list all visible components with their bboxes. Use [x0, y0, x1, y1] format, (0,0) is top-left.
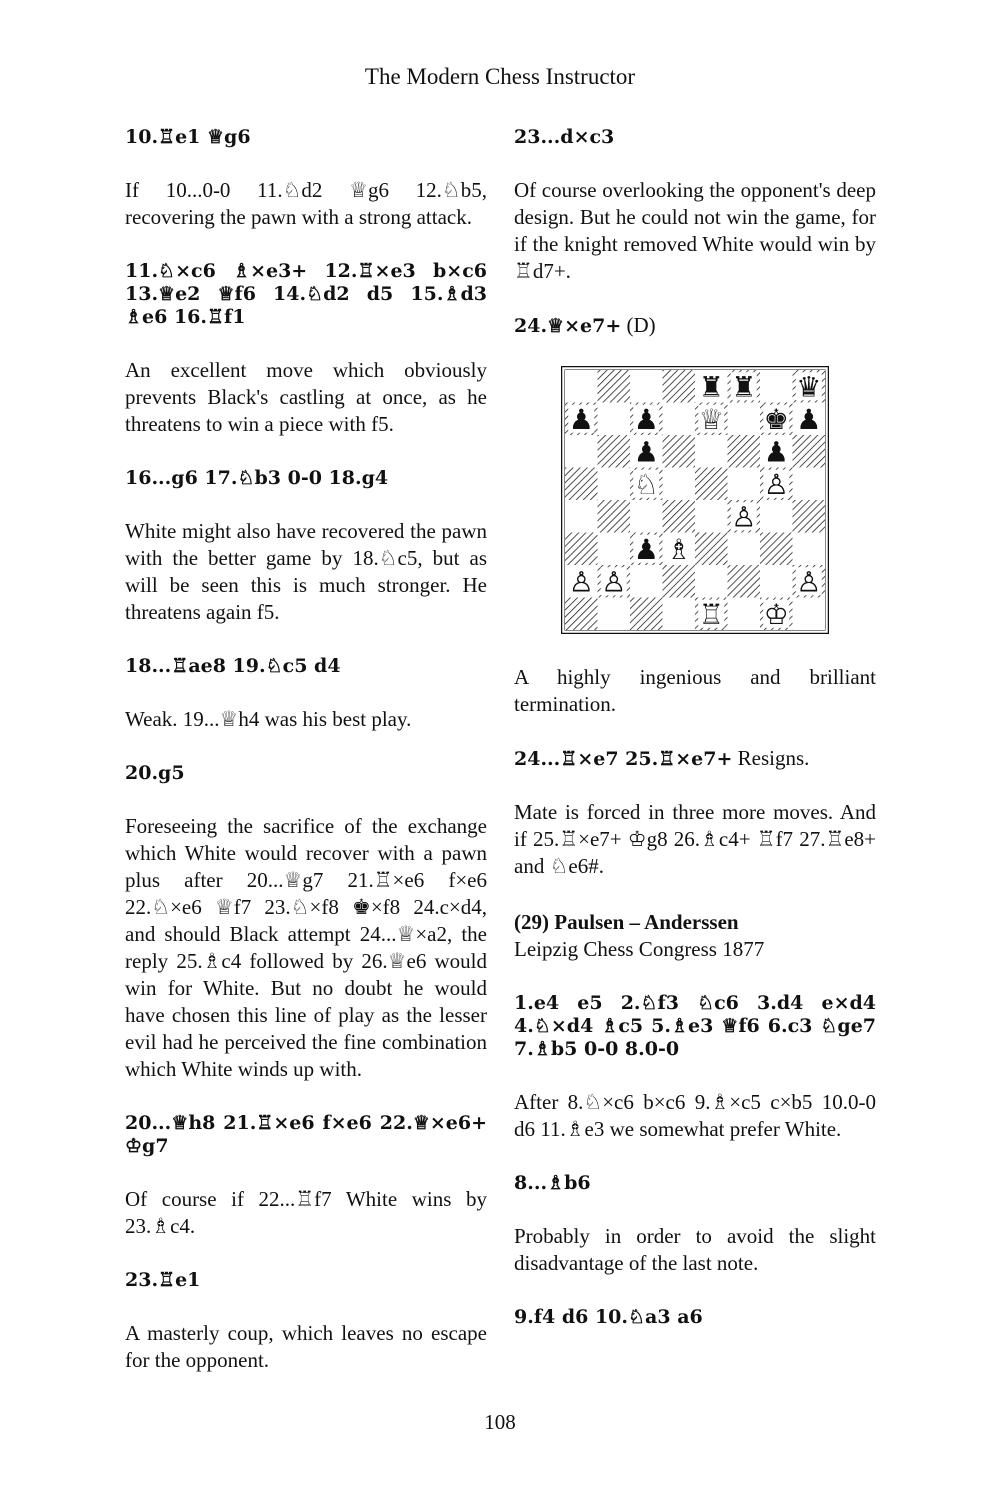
annotation: Foreseeing the sacrifice of the exchange which White would recover with a pawn plus after 20...♕g7 21.♖×e6 f×e6 22.♘×e6 ♕f7 23.♘×f8 ♚×f8 24.c×d4, and should Black attempt 24...♕×a2, the reply 25.♗c4 followed by 26.♕e6 would win for White. But no doubt he would have chosen this line of play as the lesser evil had he perceived the fine combination which White winds up with. [125, 814, 487, 1081]
move-line: 1.e4 e5 2.♘f3 ♘c6 3.d4 e×d4 4.♘×d4 ♗c5 5.♗e3 ♕f6 6.c3 ♘ge7 7.♗b5 0-0 8.0-0 [514, 992, 876, 1060]
square-a1 [565, 598, 598, 631]
square-f5 [728, 468, 761, 501]
square-a4 [565, 500, 598, 533]
square-d5 [663, 468, 696, 501]
black-piece-h7: ♟ [796, 402, 822, 436]
white-piece-g5: ♙ [763, 467, 789, 501]
square-h5 [793, 468, 826, 501]
move-line: 8...♗b6 [514, 1172, 591, 1194]
square-d8 [663, 370, 696, 403]
white-piece-a2: ♙ [568, 565, 594, 599]
white-piece-e1: ♖ [698, 597, 724, 631]
move-text: 24...♖×e7 25.♖×e7+ [514, 748, 733, 770]
move-line: 20...♕h8 21.♖×e6 f×e6 22.♕×e6+ ♔g7 [125, 1112, 487, 1157]
square-c4 [630, 500, 663, 533]
square-f3 [728, 533, 761, 566]
square-f2 [728, 565, 761, 598]
square-d6 [663, 435, 696, 468]
square-f6 [728, 435, 761, 468]
annotation: Of course overlooking the opponent's deep design. But he could not win the game, for if the knight removed White would win by ♖d7+. [514, 178, 876, 283]
square-f1 [728, 598, 761, 631]
right-column [514, 126, 876, 1357]
game-header [514, 909, 876, 963]
annotation: Weak. 19...♕h4 was his best play. [125, 707, 412, 731]
black-piece-a7: ♟ [568, 402, 594, 436]
square-d2 [663, 565, 696, 598]
square-a8 [565, 370, 598, 403]
white-piece-e7: ♕ [698, 402, 724, 436]
black-piece-e8: ♜ [698, 370, 724, 404]
annotation: Of course if 22...♖f7 White wins by 23.♗c4. [125, 1187, 487, 1238]
square-c1 [630, 598, 663, 631]
move-line: 18...♖ae8 19.♘c5 d4 [125, 655, 341, 677]
chess-diagram [514, 366, 876, 634]
annotation: If 10...0-0 11.♘d2 ♕g6 12.♘b5, recovering the pawn with a strong attack. [125, 178, 487, 229]
white-piece-f4: ♙ [731, 500, 757, 534]
square-a3 [565, 533, 598, 566]
square-b1 [598, 598, 631, 631]
move-line: 9.f4 d6 10.♘a3 a6 [514, 1306, 703, 1328]
square-h1 [793, 598, 826, 631]
annotation: A masterly coup, which leaves no escape for the opponent. [125, 1321, 487, 1372]
square-e6 [695, 435, 728, 468]
annotation: After 8.♘×c6 b×c6 9.♗×c5 c×b5 10.0-0 d6 11.♗e3 we somewhat prefer White. [514, 1090, 876, 1141]
square-c2 [630, 565, 663, 598]
black-piece-c6: ♟ [633, 435, 659, 469]
black-piece-c3: ♟ [633, 532, 659, 566]
square-b7 [598, 403, 631, 436]
square-b6 [598, 435, 631, 468]
square-b8 [598, 370, 631, 403]
game-players: (29) Paulsen – Anderssen [514, 910, 739, 934]
move-line: 23.♖e1 [125, 1269, 201, 1291]
black-piece-f8: ♜ [731, 370, 757, 404]
diagram-marker: (D) [621, 313, 656, 337]
result-text: Resigns. [732, 746, 810, 770]
move-line [514, 314, 876, 338]
annotation: Mate is forced in three more moves. And if 25.♖×e7+ ♔g8 26.♗c4+ ♖f7 27.♖e8+ and ♘e6#. [514, 800, 876, 878]
square-g2 [760, 565, 793, 598]
black-piece-c7: ♟ [633, 402, 659, 436]
square-e3 [695, 533, 728, 566]
move-line: 16...g6 17.♘b3 0-0 18.g4 [125, 467, 389, 489]
move-text: 24.♕×e7+ [514, 315, 622, 337]
annotation: Probably in order to avoid the slight disadvantage of the last note. [514, 1224, 876, 1275]
square-f7 [728, 403, 761, 436]
page-title: The Modern Chess Instructor [364, 64, 636, 89]
square-a6 [565, 435, 598, 468]
left-column [125, 126, 487, 1403]
white-piece-b2: ♙ [601, 565, 627, 599]
move-line: 11.♘×c6 ♗×e3+ 12.♖×e3 b×c6 13.♕e2 ♕f6 14.♘d2 d5 15.♗d3 ♗e6 16.♖f1 [125, 260, 487, 328]
white-piece-c5: ♘ [633, 467, 659, 501]
black-piece-g6: ♟ [763, 435, 789, 469]
square-g3 [760, 533, 793, 566]
square-d1 [663, 598, 696, 631]
square-h4 [793, 500, 826, 533]
square-g8 [760, 370, 793, 403]
square-h3 [793, 533, 826, 566]
square-e5 [695, 468, 728, 501]
square-a5 [565, 468, 598, 501]
square-e4 [695, 500, 728, 533]
move-line [514, 747, 876, 771]
square-e2 [695, 565, 728, 598]
square-g4 [760, 500, 793, 533]
square-b3 [598, 533, 631, 566]
black-piece-h8: ♛ [796, 370, 822, 404]
annotation: An excellent move which obviously prevents Black's castling at once, as he threatens to win a piece with f5. [125, 358, 487, 436]
square-b4 [598, 500, 631, 533]
move-line: 10.♖e1 ♕g6 [125, 126, 251, 148]
chess-board [561, 366, 829, 634]
annotation: White might also have recovered the pawn with the better game by 18.♘c5, but as will be seen this is much stronger. He threatens again f5. [125, 519, 487, 624]
white-piece-h2: ♙ [796, 565, 822, 599]
square-d7 [663, 403, 696, 436]
annotation: A highly ingenious and brilliant termination. [514, 665, 876, 716]
black-piece-g7: ♚ [763, 402, 789, 436]
white-piece-d3: ♗ [666, 532, 692, 566]
square-b5 [598, 468, 631, 501]
square-h6 [793, 435, 826, 468]
game-event: Leipzig Chess Congress 1877 [514, 937, 765, 961]
square-c8 [630, 370, 663, 403]
move-line: 20.g5 [125, 762, 185, 784]
white-piece-g1: ♔ [763, 597, 789, 631]
move-line: 23...d×c3 [514, 126, 615, 148]
square-d4 [663, 500, 696, 533]
page-number: 108 [484, 1410, 516, 1434]
